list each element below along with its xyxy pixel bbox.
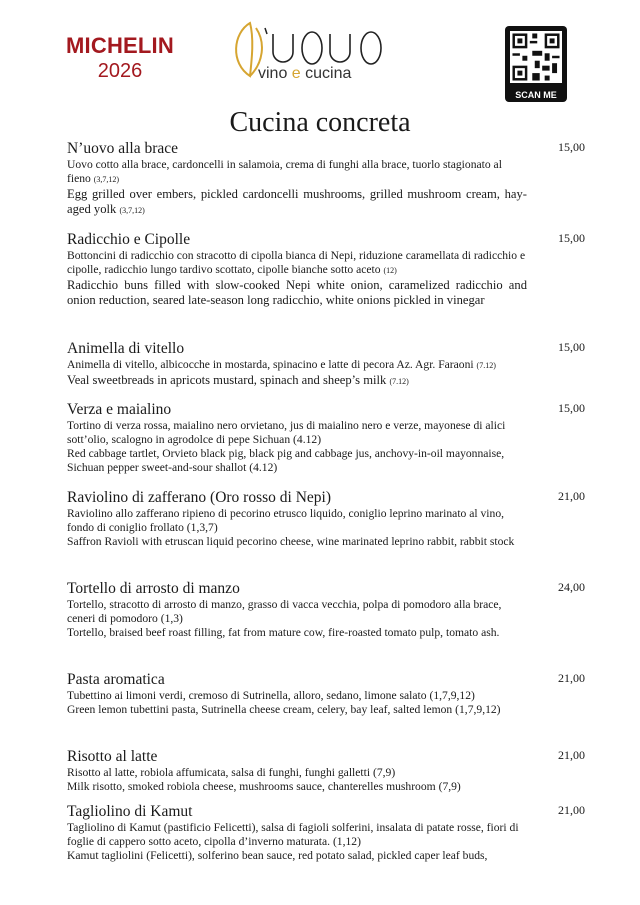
description-text: Tortello, braised beef roast filling, fat from mature cow, fire-roasted tomato pulp, tomato ash. <box>67 626 500 639</box>
allergens: (4.12) <box>293 433 322 446</box>
dish-name: Tagliolino di Kamut <box>67 803 193 820</box>
allergens: (12) <box>383 266 397 275</box>
dish-description-en <box>67 278 527 309</box>
description-text: Green lemon tubettini pasta, Sutrinella cheese cream, celery, bay leaf, salted lemon <box>67 703 453 716</box>
menu-item <box>67 580 527 640</box>
dish-description-en <box>67 373 527 389</box>
description-text: Tagliolino di Kamut (pastificio Felicetti), salsa di fagioli solferini, insalata di patate rosse, fiori di foglie di cappero sotto aceto, cipolla d’inverno maturata. <box>67 821 519 848</box>
qr-code[interactable] <box>505 26 567 102</box>
dish-name: Risotto al latte <box>67 748 158 765</box>
description-text: Radicchio buns filled with slow-cooked Nepi white onion, caramelized radicchio and onion reduction, seared late-season long radicchio, white onions pickled in vinegar <box>67 278 527 307</box>
dish-name: Pasta aromatica <box>67 671 165 688</box>
allergens: (4.12) <box>249 461 278 474</box>
allergens: (3,7,12) <box>93 175 120 184</box>
dish-name: Raviolino di zafferano (Oro rosso di Nepi) <box>67 489 332 506</box>
dish-description-it <box>67 766 527 780</box>
dish-name: Animella di vitello <box>67 340 185 357</box>
allergens: (1,7,9,12) <box>429 689 475 702</box>
menu-item <box>67 671 527 717</box>
description-text: Veal sweetbreads in apricots mustard, spinach and sheep’s milk <box>67 373 387 387</box>
menu-item <box>67 231 527 309</box>
dish-name: Tortello di arrosto di manzo <box>67 580 240 597</box>
dish-price: 21,00 <box>558 748 585 762</box>
menu-item <box>67 748 527 794</box>
restaurant-logo <box>228 18 398 86</box>
dish-price: 15,00 <box>558 140 585 154</box>
michelin-year: 2026 <box>97 60 143 82</box>
dish-price: 24,00 <box>558 580 585 594</box>
dish-description-en <box>67 780 527 794</box>
description-text: Tortino di verza rossa, maialino nero orvietano, jus di maialino nero e verze, mayonese di alici sott’olio, scalogno in agrodolce di pepe Sichuan <box>67 419 506 446</box>
allergens: (7.12) <box>389 377 409 386</box>
menu-item <box>67 401 527 475</box>
dish-price: 15,00 <box>558 231 585 245</box>
allergens: (3,7,12) <box>119 206 145 215</box>
menu-item <box>67 140 527 218</box>
description-text: Red cabbage tartlet, Orvieto black pig, black pig and cabbage jus, anchovy-in-oil mayonnaise, Sichuan pepper sweet-and-sour shallot <box>67 447 505 474</box>
dish-description-it <box>67 598 527 626</box>
menu-item <box>67 803 527 863</box>
dish-description-it <box>67 249 527 278</box>
dish-description-it <box>67 507 527 535</box>
dish-description-it <box>67 821 527 849</box>
description-text: Animella di vitello, albicocche in mostarda, spinacino e latte di pecora Az. Agr. Faraoni <box>67 358 474 371</box>
description-text: Kamut tagliolini (Felicetti), solferino bean sauce, red potato salad, pickled caper leaf buds, <box>67 849 488 862</box>
dish-price: 15,00 <box>558 340 585 354</box>
dish-description-en <box>67 535 527 549</box>
allergens: (1,12) <box>332 835 361 848</box>
allergens: (1,7,9,12) <box>455 703 501 716</box>
dish-description-it <box>67 358 527 373</box>
michelin-badge <box>58 33 182 83</box>
dish-description-en <box>67 187 527 218</box>
allergens: (7.12) <box>476 361 496 370</box>
menu-item <box>67 489 527 549</box>
dish-description-en <box>67 703 527 717</box>
dish-name: Verza e maialino <box>67 401 172 418</box>
dish-description-en <box>67 849 527 863</box>
description-text: Tortello, stracotto di arrosto di manzo, grasso di vacca vecchia, polpa di pomodoro alla brace, ceneri di pomodoro <box>67 598 502 625</box>
description-text: Risotto al latte, robiola affumicata, salsa di funghi, funghi galletti <box>67 766 371 779</box>
description-text: Bottoncini di radicchio con stracotto di cipolla bianca di Nepi, riduzione caramellata di radicchio e cipolle, radicchio lungo tardivo scottato, cipolle bianche sotto aceto <box>67 249 526 276</box>
dish-description-it <box>67 689 527 703</box>
menu-item <box>67 340 527 389</box>
dish-description-it <box>67 419 527 447</box>
description-text: Uovo cotto alla brace, cardoncelli in salamoia, crema di funghi alla brace, tuorlo stagionato al fieno <box>67 158 502 185</box>
dish-price: 21,00 <box>558 671 585 685</box>
qr-code-icon <box>510 31 562 83</box>
description-text: Saffron Ravioli with etruscan liquid pecorino cheese, wine marinated leprino rabbit, rabbit stock <box>67 535 515 548</box>
scan-me-label: SCAN ME <box>515 90 557 100</box>
svg-text:vino e cucina: vino e cucina <box>258 65 352 82</box>
dish-description-it <box>67 158 527 187</box>
dish-name: Radicchio e Cipolle <box>67 231 191 248</box>
section-title: Cucina concreta <box>229 107 411 138</box>
description-text: Egg grilled over embers, pickled cardoncelli mushrooms, grilled mushroom cream, hay-aged yolk <box>67 187 527 216</box>
dish-price: 15,00 <box>558 401 585 415</box>
description-text: Raviolino allo zafferano ripieno di pecorino etrusco liquido, coniglio leprino marinato al vino, fondo di coniglio frollato <box>67 507 505 534</box>
dish-price: 21,00 <box>558 803 585 817</box>
dish-description-en <box>67 447 527 475</box>
description-text: Milk risotto, smoked robiola cheese, mushrooms sauce, chanterelles mushroom <box>67 780 436 793</box>
dish-price: 21,00 <box>558 489 585 503</box>
allergens: (1,3,7) <box>186 521 218 534</box>
allergens: (1,3) <box>160 612 183 625</box>
description-text: Tubettino ai limoni verdi, cremoso di Sutrinella, alloro, sedano, limone salato <box>67 689 427 702</box>
michelin-label: MICHELIN <box>66 33 174 58</box>
allergens: (7,9) <box>438 780 461 793</box>
dish-name: N’uovo alla brace <box>67 140 179 157</box>
dish-description-en <box>67 626 527 640</box>
allergens: (7,9) <box>373 766 396 779</box>
